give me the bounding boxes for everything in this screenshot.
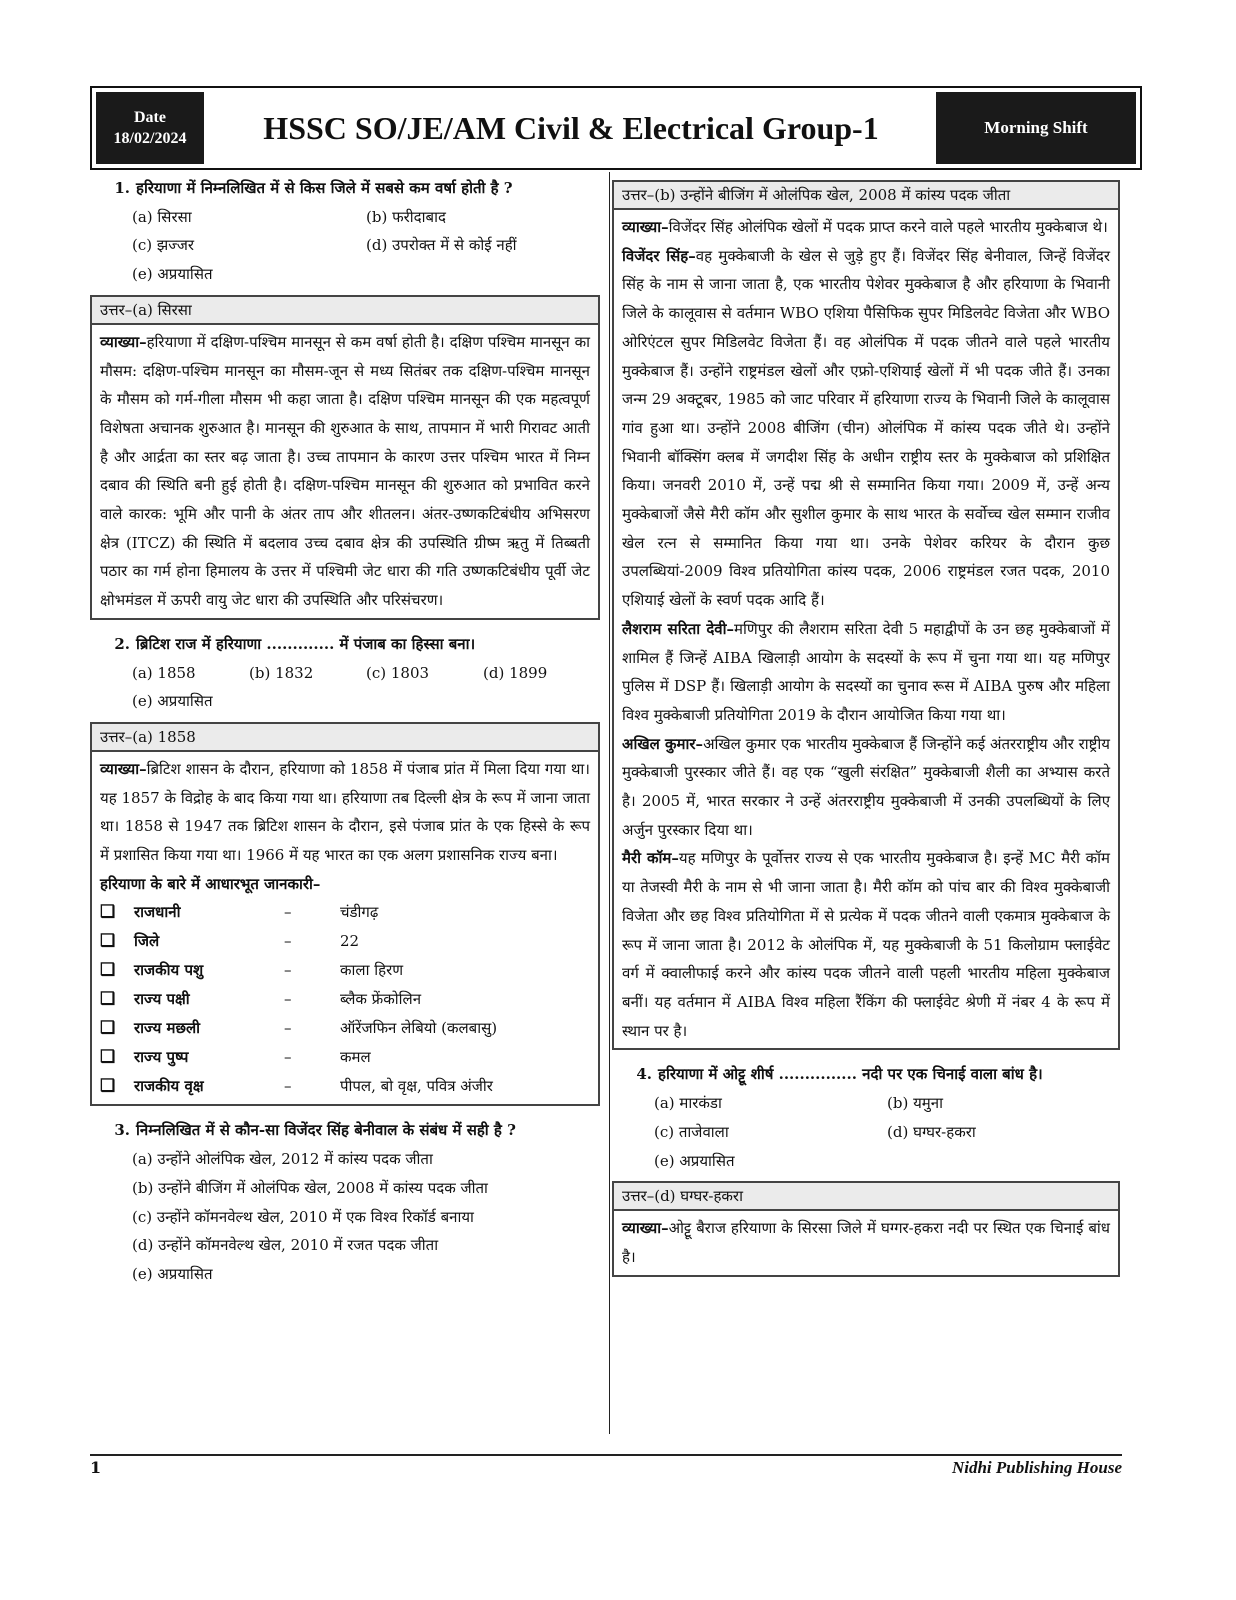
explanation-para [622, 844, 1110, 1045]
explanation-para [622, 615, 1110, 730]
option: (b) यमुना [887, 1094, 943, 1113]
explanation-text: ब्रिटिश शासन के दौरान, हरियाणा को 1858 में पंजाब प्रांत में मिला दिया गया था। यह 1857 के विद्रोह के बाद किया गया था। हरियाणा तब दिल्ली क्षेत्र के रूप में जाना जाता था। 1858 से 1947 तक ब्रिटिश शासन के दौरान, इसे पंजाब प्रांत के एक हिस्से के रूप में प्रशासित किया गया था। 1966 में यह भारत का एक अलग प्रशासनिक राज्य बना। [100, 759, 590, 865]
fact-dash: – [284, 990, 292, 1009]
fact-dash: – [284, 903, 292, 922]
fact-row [100, 985, 590, 1014]
question-number: 3. [114, 1121, 130, 1140]
question-3 [90, 1116, 600, 1145]
answer-heading: उत्तर–(a) 1858 [92, 724, 598, 752]
explanation [92, 325, 598, 618]
option: (e) अप्रयासित [132, 1264, 213, 1283]
fact-value: कमल [340, 1048, 371, 1067]
option: (a) सिरसा [132, 207, 192, 226]
answer-box-1 [90, 295, 600, 620]
option: (a) मारकंडा [654, 1094, 722, 1113]
column-divider [609, 172, 610, 1434]
para-label: अखिल कुमार– [622, 734, 704, 753]
para-text: अखिल कुमार एक भारतीय मुक्केबाज हैं जिन्होंने कई अंतरराष्ट्रीय और राष्ट्रीय मुक्केबाजी पुरस्कार जीते हैं। वह एक “खुली संरक्षित” मुक्केबाजी शैली का अभ्यास करते है। 2005 में, भारत सरकार ने उन्हें अंतरराष्ट्रीय मुक्केबाजी में उनकी उपलब्धियों के लिए अर्जुन पुरस्कार दिया था। [622, 734, 1110, 839]
date-value: 18/02/2024 [113, 130, 187, 147]
explanation-para [622, 730, 1110, 845]
left-column [90, 174, 600, 1289]
option: (b) फरीदाबाद [366, 207, 446, 226]
answer-box-4 [612, 1181, 1120, 1276]
options-2 [90, 659, 600, 688]
answer-heading: उत्तर–(b) उन्होंने बीजिंग में ओलंपिक खेल, 2008 में कांस्य पदक जीता [614, 182, 1118, 210]
date-label: Date [134, 109, 166, 126]
para-label: लैशराम सरिता देवी– [622, 619, 735, 638]
fact-key: राज्य मछली [134, 1019, 201, 1038]
para-label: व्याख्या– [622, 218, 669, 236]
option: (e) अप्रयासित [132, 692, 213, 711]
explanation [614, 1211, 1118, 1274]
para-text: मणिपुर की लैशराम सरिता देवी 5 महाद्वीपों के उन छह मुक्केबाजों में शामिल हैं जिन्हें AIBA खिलाड़ी आयोग के सदस्यों के रूप में चुना गया था। यह मणिपुर पुलिस में DSP हैं। खिलाड़ी आयोग के सदस्यों का चुनाव रूस में AIBA पुरुष और महिला विश्व मुक्केबाजी प्रतियोगिता 2019 के दौरान आयोजित किया गया था। [622, 619, 1111, 724]
fact-value: ऑरेंजफिन लेबियो (कलबासु) [340, 1019, 498, 1038]
option: (b) उन्होंने बीजिंग में ओलंपिक खेल, 2008 में कांस्य पदक जीता [132, 1178, 488, 1197]
option: (d) 1899 [483, 663, 548, 682]
date-box [96, 92, 204, 164]
checkbox-icon: ❑ [100, 931, 116, 952]
fact-dash: – [284, 1048, 292, 1067]
explanation-label: व्याख्या– [622, 1219, 669, 1238]
fact-row [100, 898, 590, 927]
checkbox-icon: ❑ [100, 989, 116, 1010]
checkbox-icon: ❑ [100, 1018, 116, 1039]
question-number: 1. [114, 179, 130, 197]
para-text: यह मणिपुर के पूर्वोत्तर राज्य से एक भारतीय मुक्केबाज है। इन्हें MC मैरी कॉम या तेजस्वी मैरी के नाम से भी जाना जाता है। मैरी कॉम को पांच बार की विश्व मुक्केबाजी विजेता और छह विश्व प्रतियोगिता में से प्रत्येक में पदक जीतने वाली एकमात्र मुक्केबाज के रूप में जाना जाता है। 2012 के ओलंपिक में, यह मुक्केबाजी के 51 किलोग्राम फ्लाईवेट वर्ग में क्वालीफाई करने और कांस्य पदक जीतने वाली पहली भारतीय महिला मुक्केबाज बनीं। यह वर्तमान में AIBA विश्व महिला रैंकिंग की फ्लाईवेट श्रेणी में नंबर 4 के रूप में स्थान पर है। [622, 849, 1111, 1040]
option: (e) अप्रयासित [654, 1151, 735, 1170]
answer-box-2 [90, 722, 600, 1107]
options-3 [90, 1145, 600, 1289]
fact-row [100, 1043, 590, 1072]
question-4 [612, 1060, 1120, 1089]
options-1 [90, 203, 600, 289]
page-title: HSSC SO/JE/AM Civil & Electrical Group-1 [263, 109, 879, 146]
question-text: हरियाणा में ओट्टू शीर्ष ............... नदी पर एक चिनाई वाला बांध है। [658, 1065, 1043, 1084]
fact-row [100, 1072, 590, 1101]
fact-dash: – [284, 961, 292, 980]
explanation [614, 210, 1118, 1048]
para-text: विजेंदर सिंह ओलंपिक खेलों में पदक प्राप्त करने वाले पहले भारतीय मुक्केबाज थे। [668, 218, 1108, 236]
option: (c) उन्होंने कॉमनवेल्थ खेल, 2010 में एक विश्व रिकॉर्ड बनाया [132, 1207, 474, 1226]
fact-key: राज्य पुष्प [134, 1048, 189, 1067]
options-2-extra [90, 687, 600, 716]
fact-value: ब्लैक फ्रेंकोलिन [340, 990, 422, 1009]
checkbox-icon: ❑ [100, 1076, 116, 1097]
option: (a) 1858 [132, 663, 196, 682]
fact-key: राज्य पक्षी [134, 990, 190, 1009]
publisher-name: Nidhi Publishing House [951, 1458, 1122, 1477]
option: (a) उन्होंने ओलंपिक खेल, 2012 में कांस्य पदक जीता [132, 1150, 433, 1169]
para-label: विजेंदर सिंह– [622, 246, 696, 265]
option: (d) घग्घर-हकरा [887, 1122, 976, 1141]
fact-dash: – [284, 1019, 292, 1038]
option: (c) ताजेवाला [654, 1122, 729, 1141]
option: (c) झज्जर [132, 236, 195, 255]
fact-key: जिले [134, 932, 160, 951]
question-number: 4. [636, 1065, 652, 1084]
fact-row [100, 927, 590, 956]
fact-row [100, 956, 590, 985]
answer-heading: उत्तर–(d) घग्घर-हकरा [614, 1183, 1118, 1211]
option: (e) अप्रयासित [132, 265, 213, 284]
para-label: मैरी कॉम– [622, 849, 679, 868]
fact-value: चंडीगढ़ [340, 903, 379, 922]
explanation-text: ओट्टू बैराज हरियाणा के सिरसा जिले में घग्गर-हकरा नदी पर स्थित एक चिनाई बांध है। [622, 1219, 1110, 1266]
explanation-label: व्याख्या– [100, 759, 147, 778]
checkbox-icon: ❑ [100, 1047, 116, 1068]
fact-key: राजकीय पशु [134, 961, 204, 980]
answer-heading: उत्तर–(a) सिरसा [92, 297, 598, 325]
page-header [90, 86, 1142, 170]
question-text: निम्नलिखित में से कौन-सा विजेंदर सिंह बेनीवाल के संबंध में सही है ? [136, 1121, 516, 1140]
checkbox-icon: ❑ [100, 960, 116, 981]
question-number: 2. [114, 634, 130, 653]
options-4 [612, 1089, 1120, 1175]
fact-row [100, 1014, 590, 1043]
fact-dash: – [284, 1077, 292, 1096]
fact-dash: – [284, 932, 292, 951]
question-text: ब्रिटिश राज में हरियाणा ............. में पंजाब का हिस्सा बना। [136, 634, 476, 653]
answer-box-3 [612, 180, 1120, 1050]
fact-key: राजधानी [134, 903, 181, 922]
explanation [92, 752, 598, 1105]
fact-key: राजकीय वृक्ष [134, 1077, 204, 1096]
option: (b) 1832 [249, 663, 314, 682]
page-number: 1 [90, 1458, 102, 1477]
fact-value: काला हिरण [340, 961, 404, 980]
option: (d) उपरोक्त में से कोई नहीं [366, 236, 517, 255]
explanation-para [622, 213, 1110, 242]
checkbox-icon: ❑ [100, 902, 116, 923]
option: (d) उन्होंने कॉमनवेल्थ खेल, 2010 में रजत पदक जीता [132, 1236, 439, 1255]
explanation-label: व्याख्या– [100, 332, 147, 351]
option: (c) 1803 [366, 663, 430, 682]
fact-value: पीपल, बो वृक्ष, पवित्र अंजीर [340, 1077, 493, 1096]
right-column [612, 180, 1120, 1285]
explanation-para [622, 242, 1110, 615]
shift-badge: Morning Shift [936, 92, 1136, 164]
question-2 [90, 630, 600, 659]
para-text: वह मुक्केबाजी के खेल से जुड़े हुए हैं। विजेंदर सिंह बेनीवाल, जिन्हें विजेंदर सिंह के नाम से जाना जाता है, एक भारतीय पेशेवर मुक्केबाज है और हरियाणा के भिवानी जिले के कालूवास से वर्तमान WBO एशिया पैसिफिक सुपर मिडिलवेट विजेता और WBO ओरिएंटल सुपर मिडिलवेट विजेता हैं। वह ओलंपिक में पदक जीतने वाले पहले भारतीय मुक्केबाज हैं। उन्होंने राष्ट्रमंडल खेलों और एफ्रो-एशियाई खेलों में भी पदक जीते हैं। उनका जन्म 29 अक्टूबर, 1985 को जाट परिवार में हरियाणा राज्य के भिवानी जिले के कालूवास गांव हुआ था। उन्होंने 2008 बीजिंग (चीन) ओलंपिक में कांस्य पदक जीते थे। उन्होंने भिवानी बॉक्सिंग क्लब में जगदीश सिंह के अधीन राष्ट्रीय स्तर के मुक्केबाज को प्रशिक्षित किया। जनवरी 2010 में, उन्हें पद्म श्री से सम्मानित किया गया। 2009 में, उन्हें अन्य मुक्केबाजों जैसे मैरी कॉम और सुशील कुमार के साथ भारत के सर्वोच्च खेल सम्मान राजीव खेल रत्न से सम्मानित किया गया था। उनके पेशेवर करियर के दौरान कुछ उपलब्धियां-2009 विश्व प्रतियोगिता कांस्य पदक, 2006 राष्ट्रमंडल रजत पदक, 2010 एशियाई खेलों के स्वर्ण पदक आदि हैं। [622, 246, 1110, 610]
question-1 [90, 174, 600, 203]
question-text: हरियाणा में निम्नलिखित में से किस जिले में सबसे कम वर्षा होती है ? [136, 179, 513, 197]
facts-title: हरियाणा के बारे में आधारभूत जानकारी– [100, 874, 321, 893]
footer-rule [90, 1454, 1122, 1456]
fact-value: 22 [340, 932, 360, 951]
explanation-text: हरियाणा में दक्षिण-पश्चिम मानसून से कम वर्षा होती है। दक्षिण पश्चिम मानसून का मौसम: दक्षिण-पश्चिम मानसून का मौसम-जून से मध्य सितंबर तक दक्षिण-पश्चिम मानसून के मौसम को गर्म-गीला मौसम भी कहा जाता है। दक्षिण पश्चिम मानसून की एक महत्वपूर्ण विशेषता अचानक शुरुआत है। मानसून की शुरुआत के साथ, तापमान में भारी गिरावट आती है और आर्द्रता का स्तर बढ़ जाता है। उच्च तापमान के कारण उत्तर पश्चिम भारत में निम्न दबाव की स्थिति बनी हुई होती है। दक्षिण-पश्चिम मानसून की शुरुआत को प्रभावित करने वाले कारक: भूमि और पानी के अंतर ताप और शीतलन। अंतर-उष्णकटिबंधीय अभिसरण क्षेत्र (ITCZ) की स्थिति में बदलाव उच्च दबाव क्षेत्र की उपस्थिति ग्रीष्म ऋतु में तिब्बती पठार का गर्म होना हिमालय के उत्तर में पश्चिमी जेट धारा की गति उष्णकटिबंधीय पूर्वी जेट क्षोभमंडल में ऊपरी वायु जेट धारा की उपस्थिति और परिसंचरण। [100, 332, 590, 610]
